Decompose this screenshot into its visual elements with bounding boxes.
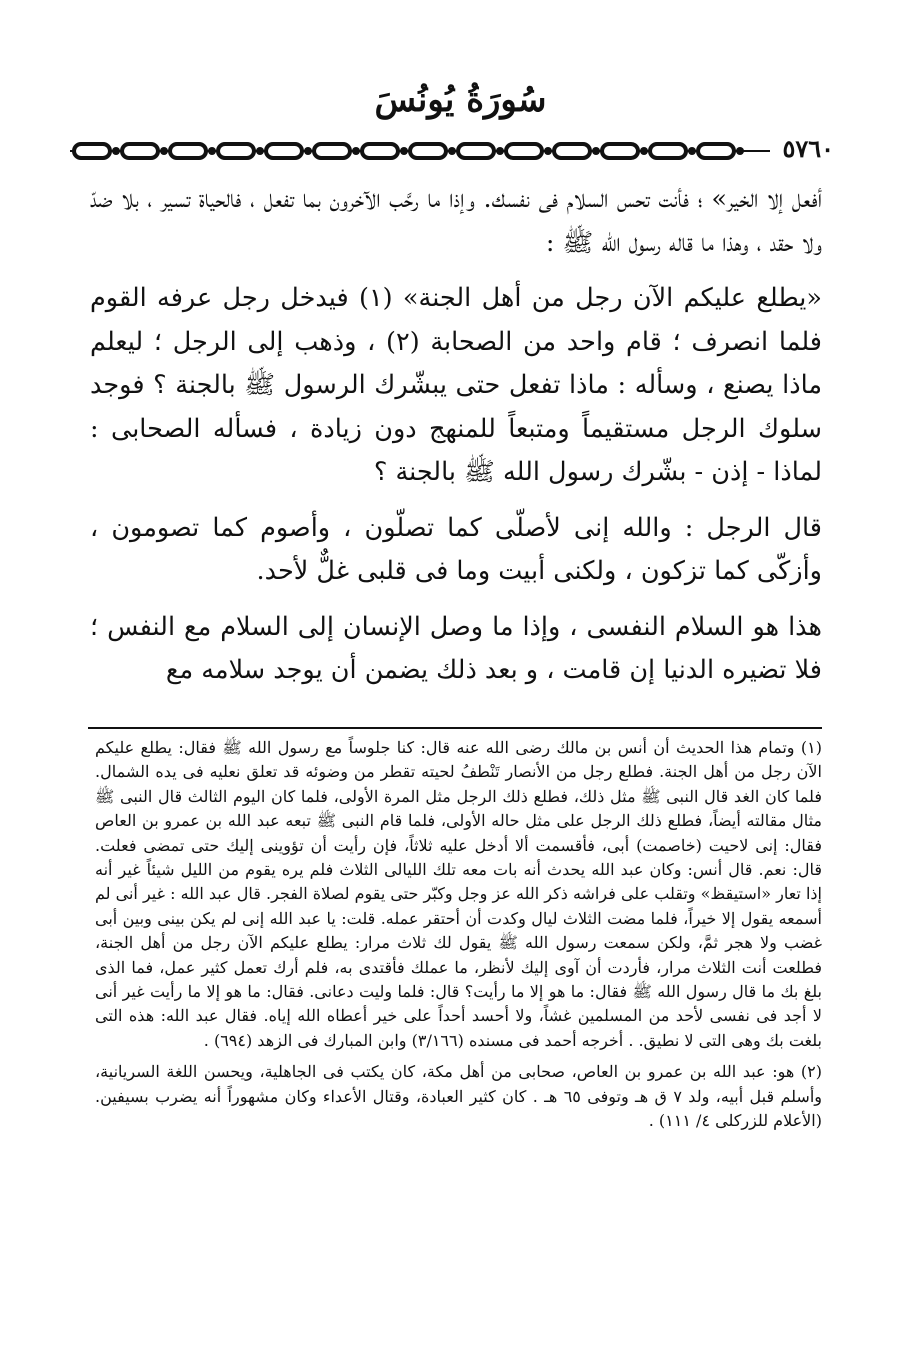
paragraph: أفعل إلا الخير» ؛ فأنت تحس السلام فى نفسك. وإذا ما رحَّب الآخرون بما تفعل ، فالحياة تسير ، بلا ضدّ ولا حقد ، وهذا ما قاله رسول الله ﷺ :	[90, 184, 822, 258]
footnotes	[95, 736, 822, 1141]
footnote-marker: (١)	[800, 738, 822, 757]
main-text	[90, 178, 822, 705]
page-number: ٥٧٦٠	[778, 134, 838, 163]
page-header-ornament-row	[70, 136, 840, 166]
paragraph: «يطلع عليكم الآن رجل من أهل الجنة» (١) فيدخل رجل عرفه القوم فلما انصرف ؛ قام واحد من الصحابة (٢) ، وذهب إلى الرجل ؛ ليعلم ماذا يصنع ، وسأله : ماذا تفعل حتى يبشّرك الرسول ﷺ بالجنة ؟ فوجد سلوك الرجل مستقيماً ومتبعاً للمنهج دون زيادة ، فسأله الصحابى : لماذا - إذن - بشّرك رسول الله ﷺ بالجنة ؟	[90, 283, 822, 487]
footnote-separator	[88, 727, 822, 729]
paragraph: هذا هو السلام النفسى ، وإذا ما وصل الإنسان إلى السلام مع النفس ؛ فلا تضيره الدنيا إن قامت ، و بعد ذلك يضمن أن يوجد سلامه مع	[90, 611, 822, 685]
surah-title: سُورَةُ يُونُسَ	[374, 80, 547, 120]
footnote	[95, 1060, 822, 1133]
ornament-chain-icon	[70, 136, 770, 166]
footnote-text: وتمام هذا الحديث أن أنس بن مالك رضى الله عنه قال: كنا جلوساً مع رسول الله ﷺ فقال: يطلع عليكم الآن رجل من أهل الجنة. فطلع رجل من الأنصار تَنْطفُ لحيته تقطر من وضوئه قد تعلق نعليه فى يده الشمال. فلما كان الغد قال النبى ﷺ مثل ذلك، فطلع ذلك الرجل مثل المرة الأولى، فلما كان اليوم الثالث قال النبى ﷺ مثال مقالته أيضاً، فطلع ذلك الرجل على مثل حاله الأولى، فلما قام النبى ﷺ تبعه عبد الله بن عمرو بن العاص فقال: إنى لاحيت (خاصمت) أبى، فأقسمت ألا أدخل عليه ثلاثاً، فإن رأيت أن تؤوينى إليك حتى تمضى فعلت. قال: نعم. قال أنس: وكان عبد الله يحدث أنه بات معه تلك الليالى الثلاث فلم يره يقوم من الليل شيئاً غير أنه إذا تعار «استيقظ» وتقلب على فراشه ذكر الله عز وجل وكبّر حتى يقوم لصلاة الفجر. قال عبد الله : غير أنى لم أسمعه يقول إلا خيراً، فلما مضت الثلاث ليال وكدت أن أحتقر عمله. قلت: يا عبد الله إنى لم يكن بينى وبين أبى غضب ولا هجر ثمَّ، ولكن سمعت رسول الله ﷺ يقول لك ثلاث مرار: يطلع عليكم الآن رجل من أهل الجنة، فطلعت أنت الثلاث مرار، فأردت أن آوى إليك لأنظر، ما عملك فأقتدى به، فلم أرك تعمل كثير عمل، فما الذى بلغ بك ما قال رسول الله ﷺ فقال: ما هو إلا ما رأيت؟ قال: فلما وليت دعانى. فقال: ما هو إلا ما رأيت غير أنى لا أجد فى نفسى لأحد من المسلمين غشاً، ولا أحسد أحداً على خير أعطاه الله إياه. فقال عبد الله: هذه التى بلغت بك وهى التى لا نطيق. . أخرجه أحمد فى مسنده (٣/١٦٦) وابن المبارك فى الزهد (٦٩٤) .	[95, 738, 823, 1050]
footnote	[95, 736, 822, 1053]
footnote-marker: (٢)	[800, 1062, 822, 1082]
paragraph: قال الرجل : والله إنى لأصلّى كما تصلّون ، وأصوم كما تصومون ، وأزكّى كما تزكون ، ولكنى أبيت وما فى قلبى غلٌّ لأحد.	[90, 512, 822, 586]
footnote-text: هو: عبد الله بن عمرو بن العاص، صحابى من أهل مكة، كان يكتب فى الجاهلية، ويحسن اللغة السريانية، وأسلم قبل أبيه، ولد ٧ ق هـ وتوفى ٦٥ هـ . كان كثير العبادة، وقتال الأعداء وكان مشهوراً أنه يضرب بسيفين. (الأعلام للزركلى ٤/ ١١١) .	[95, 1062, 823, 1131]
